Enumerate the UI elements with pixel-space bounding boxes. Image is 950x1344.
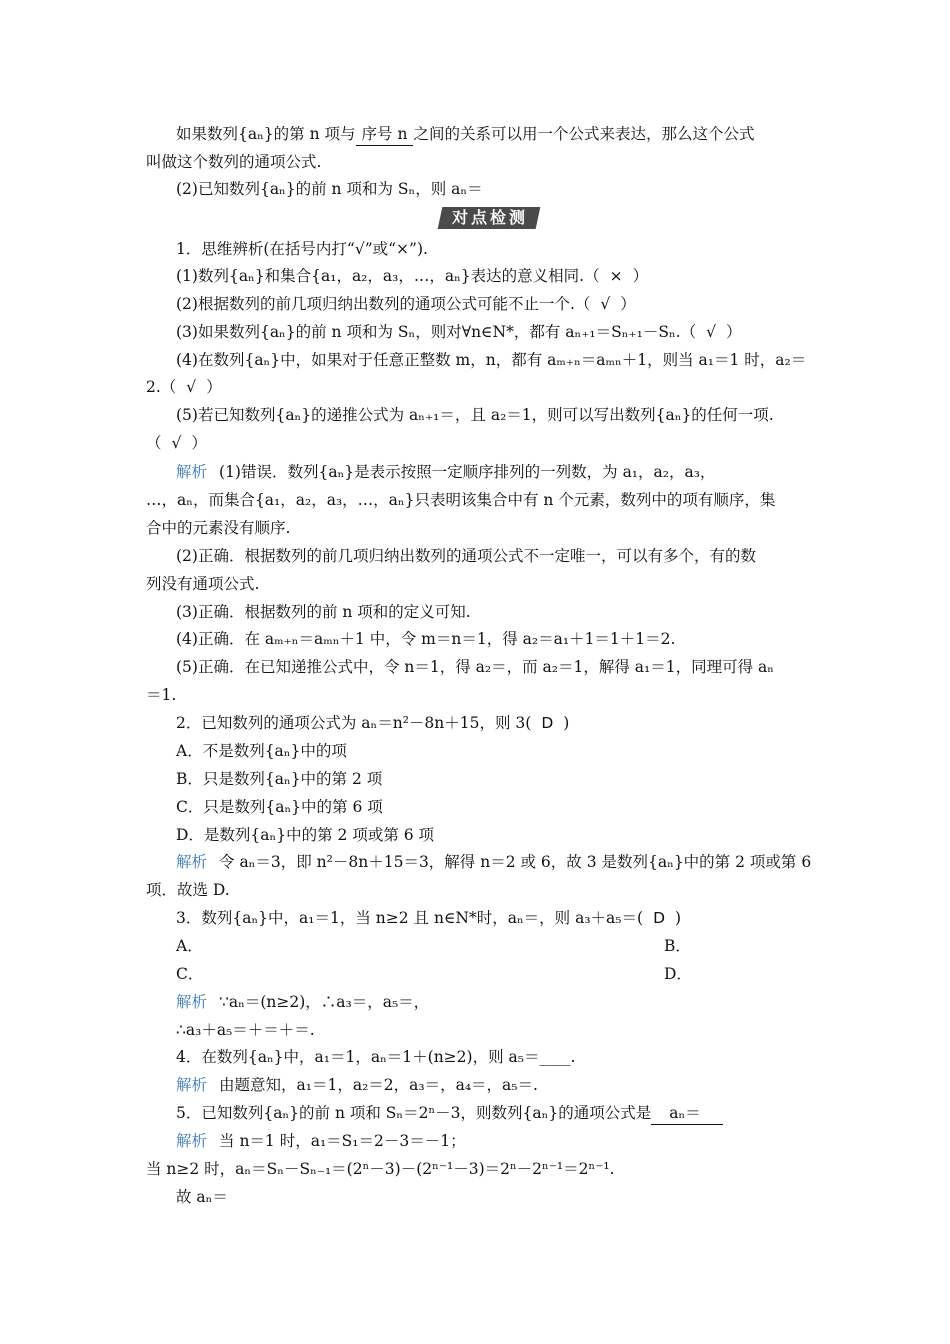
sol1-line-2: …，aₙ，而集合{a₁，a₂，a₃，…，aₙ}只表明该集合中有 n 个元素，数列中的项有顺序，集 [146,491,776,509]
q3-option-c: C． [176,965,204,983]
q3-option-d: D． [664,965,692,983]
q1-item-5: (5)若已知数列{aₙ}的递推公式为 aₙ₊₁＝，且 a₂＝1，则可以写出数列{aₙ}的任何一项. [176,406,774,424]
sol1-line-4: (2)正确．根据数列的前几项归纳出数列的通项公式不一定唯一，可以有多个，有的数 [176,547,756,565]
q3-options-row-1 [176,935,842,957]
q3-option-b: B． [664,937,691,955]
sol1-line-3: 合中的元素没有顺序. [146,519,291,537]
q4-stem: 4．在数列{aₙ}中，a₁＝1，aₙ＝1＋(n≥2)，则 a₅＝____. [176,1048,576,1066]
section-banner [440,204,544,230]
intro-line-3: (2)已知数列{aₙ}的前 n 项和为 Sₙ，则 aₙ＝ [176,180,483,198]
intro-line-2: 叫做这个数列的通项公式. [146,153,322,171]
q5-solution-2: 当 n≥2 时，aₙ＝Sₙ－Sₙ₋₁＝(2ⁿ－3)－(2ⁿ⁻¹－3)＝2ⁿ－2ⁿ⁻¹＝2ⁿ⁻¹. [146,1160,615,1178]
intro-text: 之间的关系可以用一个公式来表达，那么这个公式 [413,125,755,143]
q5-stem: 5．已知数列{aₙ}的前 n 项和 Sₙ＝2ⁿ－3，则数列{aₙ}的通项公式是 aₙ＝ [176,1102,842,1125]
sol1-line-8: (5)正确．在已知递推公式中，令 n＝1，得 a₂＝，而 a₂＝1，解得 a₁＝1，同理可得 aₙ [176,658,774,676]
q2-stem: 2．已知数列的通项公式为 aₙ＝n²－8n＋15，则 3( D ) [176,714,570,732]
q3-stem: 3．数列{aₙ}中，a₁＝1，当 n≥2 且 n∈N*时，aₙ＝，则 a₃＋a₅＝( D ) [176,909,682,927]
answer-mark: √ [600,295,611,313]
q4-solution: 解析 由题意知，a₁＝1，a₂＝2，a₃＝，a₄＝，a₅＝. [176,1076,538,1094]
q1-item-2: (2)根据数列的前几项归纳出数列的通项公式可能不止一个.（ √ ） [176,295,636,313]
q2-solution-2: 项．故选 D. [146,881,230,899]
solution-label: 解析 [176,1076,208,1094]
answer-blank: aₙ＝ [651,1102,722,1125]
answer-mark: √ [706,323,716,341]
q2-option-c: C．只是数列{aₙ}中的第 6 项 [176,798,383,816]
q1-item-5-cont: （ √ ） [146,434,207,452]
q3-option-a: A． [176,937,203,955]
q1-item-4-cont: 2.（ √ ） [146,378,222,396]
q1-item-4: (4)在数列{aₙ}中，如果对于任意正整数 m，n，都有 aₘ₊ₙ＝aₘₙ＋1，则当 a₁＝1 时，a₂＝ [176,351,807,369]
sol1-line-1: 解析 (1)错误．数列{aₙ}是表示按照一定顺序排列的一列数，为 a₁，a₂，a₃， [176,463,716,481]
q5-solution-1: 解析 当 n＝1 时，a₁＝S₁＝2－3＝－1； [176,1132,466,1150]
sol1-line-7: (4)正确．在 aₘ₊ₙ＝aₘₙ＋1 中，令 m＝n＝1，得 a₂＝a₁＋1＝1＋1＝2. [176,630,676,648]
answer-mark: D [653,909,665,927]
answer-mark: × [609,267,623,285]
sol1-line-6: (3)正确．根据数列的前 n 项和的定义可知. [176,603,471,621]
q2-solution-1: 解析 令 aₙ＝3，即 n²－8n＋15＝3，解得 n＝2 或 6，故 3 是数列{aₙ}中的第 2 项或第 6 [176,853,812,871]
answer-blank: 序号 n [356,123,414,146]
banner-title: 对点检测 [451,208,528,227]
q1-item-3: (3)如果数列{aₙ}的前 n 项和为 Sₙ，则对∀n∈N*，都有 aₙ₊₁＝Sₙ₊₁－Sₙ.（ √ ） [176,323,742,341]
solution-label: 解析 [176,1132,208,1150]
q3-solution-1: 解析 ∵aₙ＝(n≥2)，∴a₃＝，a₅＝， [176,993,430,1011]
q3-options-row-2 [176,963,842,985]
q1-stem: 1．思维辨析(在括号内打“√”或“×”). [176,240,428,258]
q1-item-1: (1)数列{aₙ}和集合{a₁，a₂，a₃，…，aₙ}表达的意义相同.（ × ） [176,267,649,285]
answer-mark: D [541,714,554,732]
answer-mark: √ [186,378,197,396]
q2-option-a: A．不是数列{aₙ}中的项 [176,742,347,760]
q2-option-b: B．只是数列{aₙ}中的第 2 项 [176,770,383,788]
answer-mark: √ [171,434,182,452]
solution-label: 解析 [176,463,208,481]
q5-solution-3: 故 aₙ＝ [176,1188,228,1206]
solution-label: 解析 [176,993,208,1011]
solution-label: 解析 [176,853,208,871]
intro-line-1 [176,123,842,146]
q3-solution-2: ∴a₃＋a₅＝＋＝＋＝. [176,1021,315,1039]
sol1-line-5: 列没有通项公式. [146,575,260,593]
q2-option-d: D．是数列{aₙ}中的第 2 项或第 6 项 [176,826,435,844]
sol1-line-9: ＝1. [146,686,177,704]
intro-text: 如果数列{aₙ}的第 n 项与 [176,125,356,143]
